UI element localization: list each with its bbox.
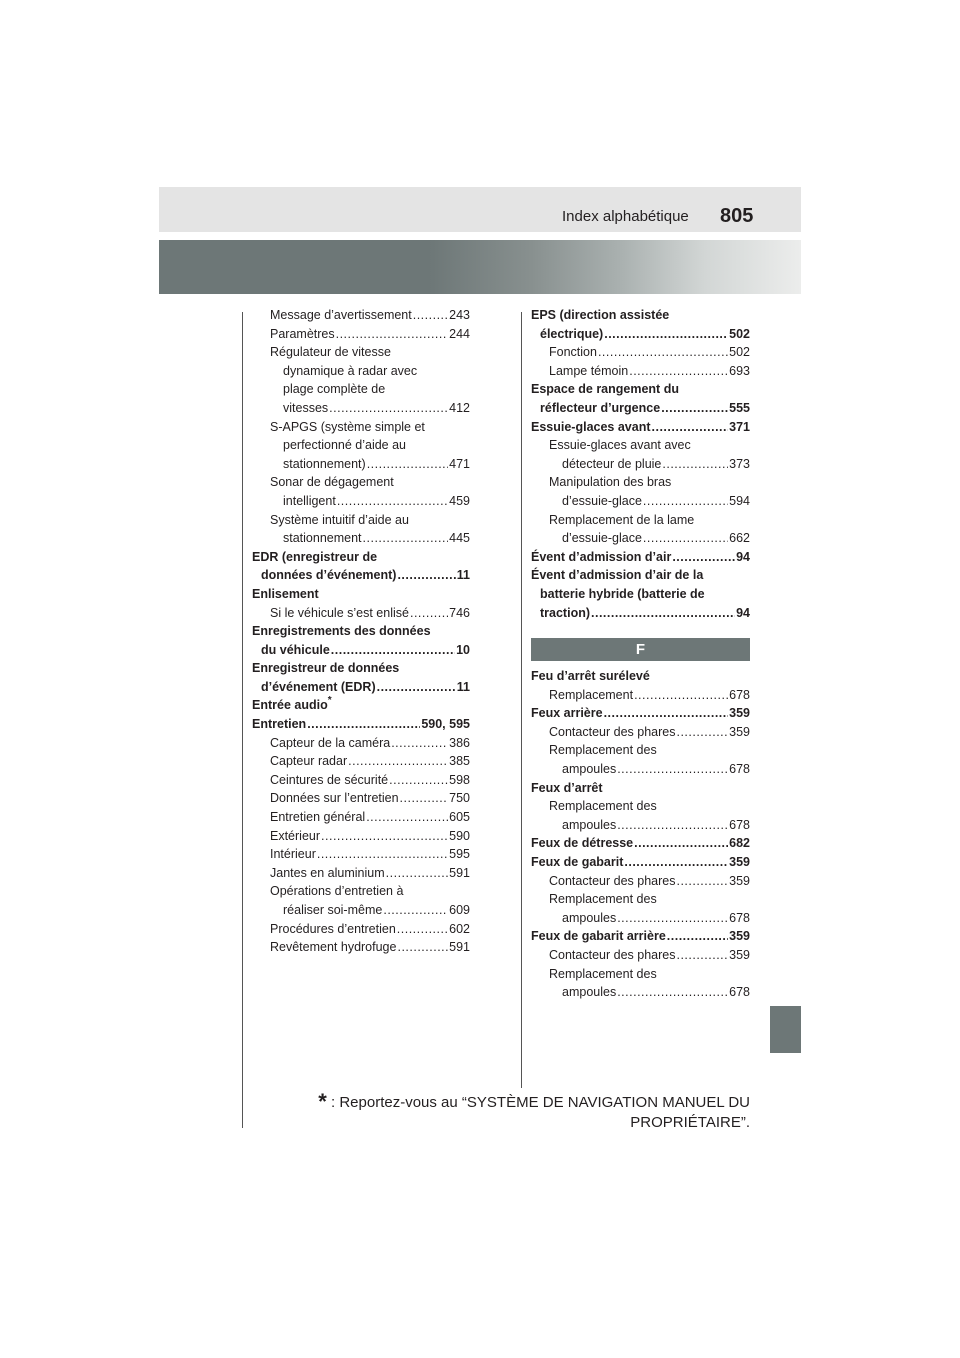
entry-text: Contacteur des phares <box>549 948 676 962</box>
entry-text: traction) <box>540 605 590 620</box>
leader-dots <box>643 529 728 548</box>
index-heading <box>531 667 750 686</box>
leader-dots <box>363 529 449 548</box>
entry-text: Paramètres <box>270 326 335 341</box>
index-subentry <box>531 436 750 455</box>
entry-text: Opérations d’entretien à <box>270 884 404 899</box>
header-title: Index alphabétique <box>562 208 689 225</box>
leader-dots <box>321 827 448 846</box>
left-margin-rule <box>242 312 243 1128</box>
header-band <box>159 187 801 232</box>
index-subentry <box>252 325 470 344</box>
index-subentry <box>252 362 470 381</box>
index-heading <box>531 548 750 567</box>
leader-dots <box>617 760 728 779</box>
footnote-line-2: PROPRIÉTAIRE”. <box>630 1114 750 1131</box>
leader-dots <box>377 678 456 697</box>
index-subentry <box>531 760 750 779</box>
index-subentry <box>531 455 750 474</box>
index-subentry <box>531 872 750 891</box>
page-reference: 359 <box>729 873 750 888</box>
entry-text: S-APGS (système simple et <box>270 419 425 434</box>
leader-dots <box>400 789 449 808</box>
index-subentry <box>531 741 750 760</box>
entry-text: Si le véhicule s’est enlisé <box>270 605 409 620</box>
leader-dots <box>662 455 728 474</box>
page-reference: 750 <box>449 791 470 806</box>
page-reference: 609 <box>449 903 470 917</box>
page-reference: 555 <box>729 400 750 415</box>
entry-text: Remplacement de la lame <box>549 512 695 527</box>
index-subentry <box>252 380 470 399</box>
index-subentry <box>252 845 470 864</box>
entry-text: réflecteur d’urgence <box>540 400 661 415</box>
entry-text: d’essuie-glace <box>562 493 642 508</box>
page-reference: 598 <box>449 772 470 787</box>
column-divider <box>521 312 522 1088</box>
index-heading <box>531 380 750 399</box>
page-reference: 11 <box>456 568 470 583</box>
leader-dots <box>624 853 728 872</box>
leader-dots <box>676 723 728 742</box>
page-reference: 371 <box>729 419 750 434</box>
index-subentry <box>531 983 750 1002</box>
entry-text: EDR (enregistreur de <box>252 549 378 564</box>
index-subentry <box>252 734 470 753</box>
thumb-index-tab <box>770 1006 801 1053</box>
index-subentry <box>531 492 750 511</box>
page-reference: 412 <box>449 400 470 415</box>
entry-text: Ceintures de sécurité <box>270 772 389 787</box>
footnote-marker: * <box>327 695 332 707</box>
index-column-left <box>252 306 470 957</box>
entry-text: ampoules <box>562 817 617 832</box>
entry-text: Essuie-glaces avant <box>531 419 651 434</box>
page-reference: 459 <box>449 493 470 508</box>
entry-text: d’événement (EDR) <box>261 679 376 694</box>
leader-dots <box>604 704 729 723</box>
leader-dots <box>391 734 448 753</box>
leader-dots <box>386 864 448 883</box>
entry-text: Jantes en aluminium <box>270 865 385 880</box>
entry-text: Capteur de la caméra <box>270 735 391 750</box>
page-reference: 693 <box>729 363 750 378</box>
leader-dots <box>591 604 735 623</box>
entry-text: ampoules <box>562 910 617 925</box>
leader-dots <box>617 983 728 1002</box>
index-heading <box>531 325 750 344</box>
page-reference: 605 <box>449 810 470 825</box>
leader-dots <box>410 604 448 623</box>
index-subentry <box>252 529 470 548</box>
entry-text: Remplacement des <box>549 966 657 981</box>
index-subentry <box>252 938 470 957</box>
entry-text: Feux de gabarit arrière <box>531 929 666 944</box>
entry-text: stationnement <box>283 531 362 546</box>
leader-dots <box>383 901 448 920</box>
index-heading <box>531 834 750 853</box>
leader-dots <box>634 686 728 705</box>
page-reference: 359 <box>729 855 750 870</box>
entry-text: dynamique à radar avec <box>283 363 418 378</box>
page-reference: 359 <box>729 929 750 944</box>
leader-dots <box>367 455 448 474</box>
index-subentry <box>252 808 470 827</box>
index-heading <box>531 418 750 437</box>
entry-text: vitesses <box>283 400 329 415</box>
leader-dots <box>366 808 448 827</box>
index-subentry <box>252 511 470 530</box>
leader-dots <box>604 325 728 344</box>
entry-text: Entretien <box>252 717 307 732</box>
page-reference: 10 <box>456 642 470 657</box>
page-reference: 471 <box>449 456 470 471</box>
page-reference: 682 <box>729 836 750 851</box>
page-reference: 243 <box>449 308 470 322</box>
entry-text: Revêtement hydrofuge <box>270 940 397 955</box>
entry-text: Feux de gabarit <box>531 855 624 870</box>
footnote-star: * <box>318 1089 327 1114</box>
index-heading <box>531 566 750 585</box>
entry-text: Intérieur <box>270 847 316 862</box>
entry-text: Capteur radar <box>270 754 348 769</box>
page-reference: 244 <box>449 326 470 341</box>
leader-dots <box>617 816 728 835</box>
leader-dots <box>348 752 448 771</box>
entry-text: Sonar de dégagement <box>270 475 394 490</box>
entry-text: réaliser soi-même <box>283 903 383 917</box>
entry-text: Fonction <box>549 345 597 360</box>
entry-text: du véhicule <box>261 642 330 657</box>
footnote-line-1: : Reportez-vous au “SYSTÈME DE NAVIGATION MANUEL DU <box>331 1094 750 1111</box>
leader-dots <box>661 399 728 418</box>
entry-text: Procédures d’entretien <box>270 921 396 936</box>
index-heading <box>531 585 750 604</box>
page-reference: 594 <box>729 493 750 508</box>
index-heading <box>531 779 750 798</box>
index-subentry <box>252 789 470 808</box>
page-reference: 359 <box>729 724 750 739</box>
leader-dots <box>317 845 448 864</box>
index-subentry <box>531 343 750 362</box>
entry-text: Système intuitif d’aide au <box>270 512 409 527</box>
entry-text: Message d’avertissement <box>270 308 412 322</box>
index-subentry <box>531 511 750 530</box>
index-subentry <box>531 362 750 381</box>
leader-dots <box>634 834 728 853</box>
section-banner <box>159 240 801 294</box>
index-subentry <box>531 723 750 742</box>
index-heading <box>252 585 470 604</box>
page-reference: 445 <box>449 531 470 546</box>
index-heading <box>531 306 750 325</box>
index-heading <box>252 659 470 678</box>
entry-text: Évent d’admission d’air <box>531 549 672 564</box>
page-reference: 678 <box>729 817 750 832</box>
index-subentry <box>531 686 750 705</box>
page-reference: 591 <box>449 940 470 955</box>
page-reference: 385 <box>449 754 470 769</box>
index-heading <box>531 704 750 723</box>
index-subentry <box>252 827 470 846</box>
index-heading <box>531 927 750 946</box>
index-subentry <box>531 797 750 816</box>
page-reference: 359 <box>729 706 750 721</box>
index-subentry <box>252 492 470 511</box>
entry-text: Remplacement des <box>549 892 657 907</box>
entry-text: Espace de rangement du <box>531 382 679 397</box>
leader-dots <box>413 306 448 325</box>
index-heading <box>252 678 470 697</box>
entry-text: Enregistrements des données <box>252 624 431 639</box>
entry-text: Contacteur des phares <box>549 724 676 739</box>
index-subentry <box>252 771 470 790</box>
page-reference: 94 <box>736 605 750 620</box>
leader-dots <box>336 325 449 344</box>
entry-text: Extérieur <box>270 828 321 843</box>
entry-text: ampoules <box>562 985 617 1000</box>
index-heading <box>252 548 470 567</box>
leader-dots <box>667 927 728 946</box>
entry-text: EPS (direction assistée <box>531 308 670 322</box>
page-reference: 595 <box>449 847 470 862</box>
page-reference: 386 <box>449 735 470 750</box>
index-subentry <box>252 473 470 492</box>
page-reference: 678 <box>729 910 750 925</box>
leader-dots <box>643 492 728 511</box>
index-subentry <box>531 965 750 984</box>
entry-text: Données sur l’entretien <box>270 791 399 806</box>
entry-text: données d’événement) <box>261 568 397 583</box>
leader-dots <box>617 909 728 928</box>
leader-dots <box>307 715 420 734</box>
leader-dots <box>676 872 728 891</box>
entry-text: ampoules <box>562 762 617 777</box>
leader-dots <box>397 938 448 957</box>
entry-text: Remplacement <box>549 687 634 702</box>
index-subentry <box>252 920 470 939</box>
index-subentry <box>252 343 470 362</box>
leader-dots <box>329 399 448 418</box>
leader-dots <box>331 641 455 660</box>
entry-text: Entrée audio <box>252 698 328 713</box>
entry-text: intelligent <box>283 493 336 508</box>
index-subentry <box>531 909 750 928</box>
page-reference: 373 <box>729 456 750 471</box>
footnote <box>318 1089 750 1133</box>
page-reference: 602 <box>449 921 470 936</box>
index-subentry <box>531 529 750 548</box>
page-reference: 590 <box>449 828 470 843</box>
index-heading <box>252 641 470 660</box>
index-subentry <box>531 946 750 965</box>
index-subentry <box>252 901 470 920</box>
leader-dots <box>672 548 735 567</box>
entry-text: d’essuie-glace <box>562 531 642 546</box>
index-heading <box>252 715 470 734</box>
leader-dots <box>397 566 455 585</box>
page-reference: 11 <box>456 679 470 694</box>
page-reference: 678 <box>729 762 750 777</box>
leader-dots <box>397 920 448 939</box>
leader-dots <box>652 418 729 437</box>
index-subentry <box>531 890 750 909</box>
entry-text: Entretien général <box>270 810 366 825</box>
index-subentry <box>252 418 470 437</box>
entry-text: Évent d’admission d’air de la <box>531 568 704 583</box>
page-number: 805 <box>720 205 754 227</box>
entry-text: Manipulation des bras <box>549 475 672 490</box>
entry-text: stationnement) <box>283 456 366 471</box>
entry-text: Remplacement des <box>549 743 657 758</box>
entry-text: batterie hybride (batterie de <box>540 586 705 601</box>
index-heading <box>252 622 470 641</box>
page-reference: 662 <box>729 531 750 546</box>
page-reference: 591 <box>449 865 470 880</box>
page-reference: 590, 595 <box>421 717 470 732</box>
page-reference: 678 <box>729 985 750 1000</box>
index-subentry <box>252 882 470 901</box>
index-subentry <box>531 816 750 835</box>
index-subentry <box>252 752 470 771</box>
entry-text: Remplacement des <box>549 799 657 814</box>
entry-text: Enregistreur de données <box>252 661 400 676</box>
entry-text: Essuie-glaces avant avec <box>549 438 691 453</box>
entry-text: Contacteur des phares <box>549 873 676 888</box>
leader-dots <box>598 343 728 362</box>
leader-dots <box>629 362 728 381</box>
index-subentry <box>252 455 470 474</box>
index-subentry <box>252 864 470 883</box>
entry-text: Feux d’arrêt <box>531 780 603 795</box>
entry-text: électrique) <box>540 326 604 341</box>
entry-text: Feux de détresse <box>531 836 634 851</box>
entry-text: Lampe témoin <box>549 363 629 378</box>
index-heading <box>252 566 470 585</box>
index-heading <box>252 696 470 715</box>
page-reference: 94 <box>736 549 750 564</box>
index-subentry <box>252 604 470 623</box>
entry-text: plage complète de <box>283 382 386 397</box>
leader-dots <box>389 771 448 790</box>
index-heading <box>531 604 750 623</box>
entry-text: Enlisement <box>252 586 319 601</box>
index-heading <box>531 399 750 418</box>
section-letter-heading: F <box>531 638 750 661</box>
entry-text: perfectionné d’aide au <box>283 438 407 453</box>
index-subentry <box>252 399 470 418</box>
page-reference: 502 <box>729 326 750 341</box>
index-subentry <box>252 436 470 455</box>
entry-text: détecteur de pluie <box>562 456 662 471</box>
index-column-right <box>531 306 750 1002</box>
index-subentry <box>252 306 470 325</box>
entry-text: Feux arrière <box>531 706 603 721</box>
index-subentry <box>531 473 750 492</box>
leader-dots <box>337 492 448 511</box>
entry-text: Feu d’arrêt surélevé <box>531 669 650 684</box>
entry-text: Régulateur de vitesse <box>270 345 391 360</box>
page-reference: 502 <box>729 345 750 360</box>
index-heading <box>531 853 750 872</box>
page-reference: 359 <box>729 948 750 962</box>
page-reference: 678 <box>729 687 750 702</box>
leader-dots <box>676 946 728 965</box>
page-reference: 746 <box>449 605 470 620</box>
